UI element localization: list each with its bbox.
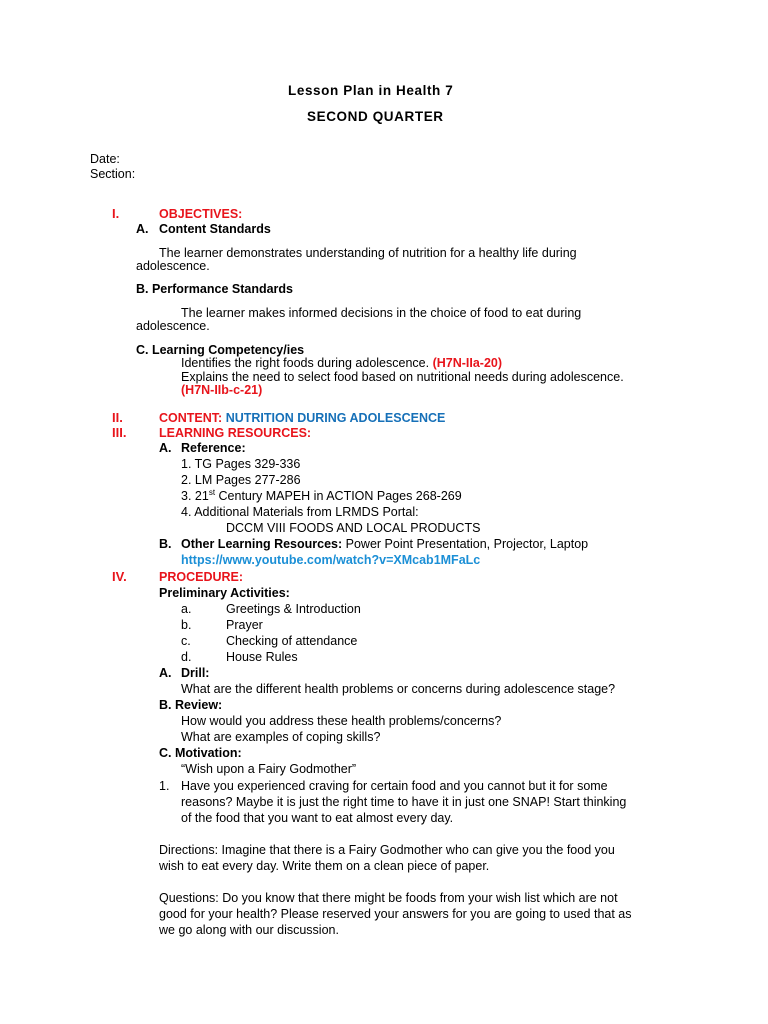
- learning-competency-title: C. Learning Competency/ies: [136, 343, 305, 357]
- reference-1: 1. TG Pages 329-336: [181, 457, 301, 471]
- youtube-link[interactable]: https://www.youtube.com/watch?v=XMcab1MFaLc: [181, 553, 481, 567]
- numeral-learning-resources: III.: [112, 425, 127, 440]
- content-label: CONTENT:: [159, 411, 223, 425]
- competency-code-2: (H7N-IIb-c-21): [181, 383, 263, 397]
- reference-3-sup: st: [208, 487, 216, 497]
- competency-code-1: (H7N-IIa-20): [432, 356, 503, 370]
- review-text-2: What are examples of coping skills?: [181, 730, 381, 744]
- numeral-procedure: IV.: [112, 569, 127, 584]
- directions-line-1: Directions: Imagine that there is a Fairy Godmother who can give you the food you: [159, 843, 615, 857]
- prelim-item-text: Greetings & Introduction: [226, 602, 361, 616]
- preliminary-activities-title: Preliminary Activities:: [159, 586, 290, 600]
- content-standards-text-2: adolescence.: [136, 259, 210, 273]
- competency-line-1: [181, 356, 502, 371]
- reference-3-pre: 3. 21: [181, 489, 209, 503]
- competency-text-1: Identifies the right foods during adolescence.: [181, 356, 430, 370]
- reference-2: 2. LM Pages 277-286: [181, 473, 301, 487]
- date-label: Date:: [90, 152, 120, 166]
- section-label: Section:: [90, 167, 136, 181]
- review-title: B. Review:: [159, 698, 223, 712]
- reference-title: Reference:: [181, 441, 246, 455]
- motivation-item-line-2: reasons? Maybe it is just the right time to have it in just one SNAP! Start thinking: [181, 795, 627, 809]
- questions-line-2: good for your health? Please reserved your answers for you are going to used that as: [159, 907, 632, 921]
- learning-resources-heading: LEARNING RESOURCES:: [159, 426, 312, 440]
- content-line: [159, 411, 445, 426]
- other-resources-text: Power Point Presentation, Projector, Laptop: [342, 537, 589, 551]
- prelim-item-letter: a.: [181, 602, 192, 616]
- drill-letter: A.: [159, 666, 172, 680]
- review-text-1: How would you address these health problems/concerns?: [181, 714, 502, 728]
- reference-4-sub: DCCM VIII FOODS AND LOCAL PRODUCTS: [226, 521, 481, 535]
- content-standards-letter: A.: [136, 222, 149, 236]
- motivation-item-line-3: of the food that you want to eat almost every day.: [181, 811, 454, 825]
- procedure-heading: PROCEDURE:: [159, 570, 244, 584]
- other-resources-line: [181, 537, 588, 552]
- content-standards-text-1: The learner demonstrates understanding of nutrition for a healthy life during: [159, 246, 577, 260]
- questions-line-1: Questions: Do you know that there might be foods from your wish list which are not: [159, 891, 618, 905]
- directions-line-2: wish to eat every day. Write them on a clean piece of paper.: [159, 859, 490, 873]
- motivation-title: C. Motivation:: [159, 746, 242, 760]
- performance-standards-text-1: The learner makes informed decisions in the choice of food to eat during: [181, 306, 582, 320]
- drill-title: Drill:: [181, 666, 210, 680]
- prelim-item-letter: c.: [181, 634, 191, 648]
- motivation-activity-name: “Wish upon a Fairy Godmother”: [181, 762, 357, 776]
- quarter-title: SECOND QUARTER: [307, 109, 444, 124]
- motivation-item-line-1: Have you experienced craving for certain food and you cannot but it for some: [181, 779, 608, 793]
- numeral-content: II.: [112, 410, 123, 425]
- content-topic: NUTRITION DURING ADOLESCENCE: [225, 411, 446, 425]
- lesson-title: Lesson Plan in Health 7: [288, 83, 454, 98]
- numeral-objectives: I.: [112, 206, 120, 221]
- performance-standards-text-2: adolescence.: [136, 319, 210, 333]
- prelim-item-text: Checking of attendance: [226, 634, 358, 648]
- performance-standards-title: B. Performance Standards: [136, 282, 293, 296]
- prelim-item-letter: d.: [181, 650, 192, 664]
- questions-line-3: we go along with our discussion.: [159, 923, 339, 937]
- objectives-heading: OBJECTIVES:: [159, 207, 243, 221]
- prelim-item-letter: b.: [181, 618, 192, 632]
- other-resources-letter: B.: [159, 537, 172, 551]
- content-standards-title: Content Standards: [159, 222, 271, 236]
- reference-3-post: Century MAPEH in ACTION Pages 268-269: [215, 489, 462, 503]
- prelim-item-text: Prayer: [226, 618, 263, 632]
- other-resources-title: Other Learning Resources:: [181, 537, 343, 551]
- reference-4: 4. Additional Materials from LRMDS Portal:: [181, 505, 419, 519]
- prelim-item-text: House Rules: [226, 650, 298, 664]
- reference-3: [181, 489, 462, 504]
- motivation-item-number: 1.: [159, 779, 170, 793]
- drill-text: What are the different health problems or concerns during adolescence stage?: [181, 682, 616, 696]
- reference-letter: A.: [159, 441, 172, 455]
- competency-text-2: Explains the need to select food based on nutritional needs during adolescence.: [181, 370, 624, 384]
